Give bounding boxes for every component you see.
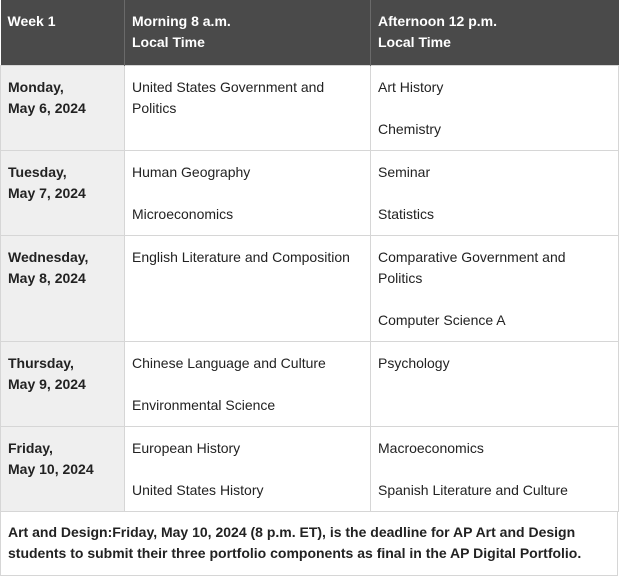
morning-cell bbox=[125, 427, 371, 512]
exam-subject: Microeconomics bbox=[132, 206, 234, 222]
header-afternoon bbox=[371, 0, 619, 66]
day-date: May 9, 2024 bbox=[8, 376, 86, 392]
table-row bbox=[1, 236, 619, 342]
exam-subject: Chinese Language and Culture bbox=[132, 355, 326, 371]
day-cell bbox=[1, 66, 125, 151]
table-row bbox=[1, 66, 619, 151]
header-morning bbox=[125, 0, 371, 66]
morning-cell bbox=[125, 236, 371, 342]
day-name: Friday, bbox=[8, 440, 53, 456]
day-date: May 8, 2024 bbox=[8, 270, 86, 286]
table-row bbox=[1, 151, 619, 236]
table-row bbox=[1, 427, 619, 512]
afternoon-cell bbox=[371, 342, 619, 427]
exam-subject: Spanish Literature and Culture bbox=[378, 482, 568, 498]
header-afternoon-line2: Local Time bbox=[378, 34, 451, 50]
header-week bbox=[1, 0, 125, 66]
exam-subject: Statistics bbox=[378, 206, 435, 222]
day-date: May 6, 2024 bbox=[8, 100, 86, 116]
exam-subject: Human Geography bbox=[132, 164, 251, 180]
day-cell bbox=[1, 342, 125, 427]
header-row bbox=[1, 0, 619, 66]
day-name: Wednesday, bbox=[8, 249, 89, 265]
morning-cell bbox=[125, 342, 371, 427]
day-date: May 10, 2024 bbox=[8, 461, 94, 477]
day-date: May 7, 2024 bbox=[8, 185, 86, 201]
exam-subject: Art History bbox=[378, 79, 444, 95]
day-name: Monday, bbox=[8, 79, 64, 95]
exam-subject: Seminar bbox=[378, 164, 431, 180]
day-cell bbox=[1, 151, 125, 236]
exam-subject: Environmental Science bbox=[132, 397, 276, 413]
exam-subject: United States Government and Politics bbox=[132, 79, 325, 116]
exam-subject: European History bbox=[132, 440, 241, 456]
afternoon-cell bbox=[371, 66, 619, 151]
afternoon-cell bbox=[371, 236, 619, 342]
header-morning-line2: Local Time bbox=[132, 34, 205, 50]
exam-subject: Computer Science A bbox=[378, 312, 506, 328]
day-cell bbox=[1, 236, 125, 342]
exam-subject: Chemistry bbox=[378, 121, 442, 137]
exam-subject: Psychology bbox=[378, 355, 450, 371]
exam-subject: United States History bbox=[132, 482, 264, 498]
day-name: Tuesday, bbox=[8, 164, 67, 180]
header-afternoon-line1: Afternoon 12 p.m. bbox=[378, 13, 498, 29]
day-name: Thursday, bbox=[8, 355, 74, 371]
header-morning-line1: Morning 8 a.m. bbox=[132, 13, 231, 29]
morning-cell bbox=[125, 66, 371, 151]
exam-subject: Macroeconomics bbox=[378, 440, 484, 456]
afternoon-cell bbox=[371, 151, 619, 236]
morning-cell bbox=[125, 151, 371, 236]
day-cell bbox=[1, 427, 125, 512]
table-row bbox=[1, 342, 619, 427]
art-design-deadline-note: Art and Design:Friday, May 10, 2024 (8 p.m. ET), is the deadline for AP Art and Design students to submit their three portfolio components as final in the AP Digital Portfolio. bbox=[0, 512, 618, 576]
exam-subject: English Literature and Composition bbox=[132, 249, 350, 265]
exam-subject: Comparative Government and Politics bbox=[378, 249, 566, 286]
afternoon-cell bbox=[371, 427, 619, 512]
header-week-label: Week 1 bbox=[7, 13, 56, 29]
